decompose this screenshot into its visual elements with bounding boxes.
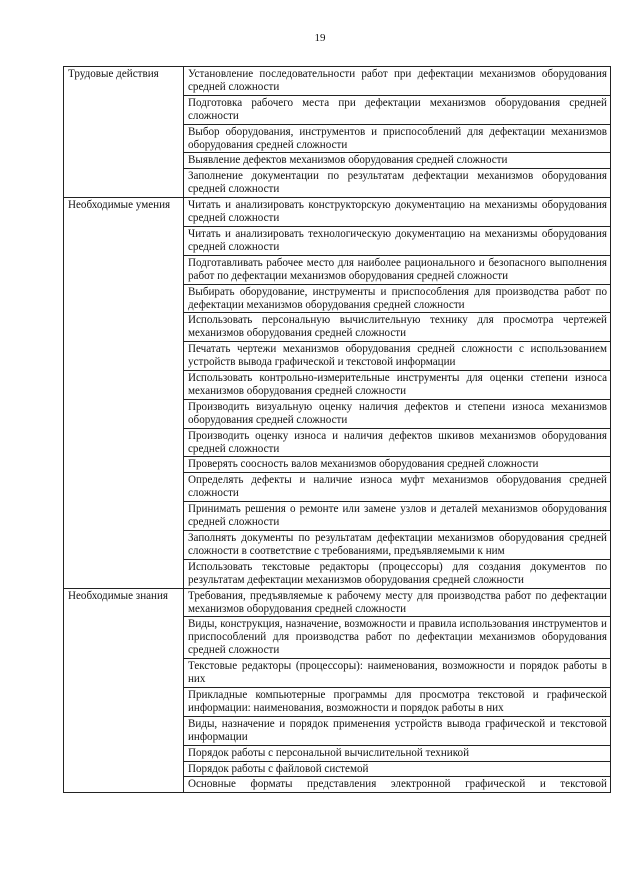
item-cell: Читать и анализировать конструкторскую документацию на механизмы оборудования средней сложности [184,198,611,227]
item-cell: Использовать контрольно-измерительные инструменты для оценки степени износа механизмов оборудования средней сложности [184,371,611,400]
item-cell: Использовать персональную вычислительную технику для просмотра чертежей механизмов оборудования средней сложности [184,313,611,342]
item-cell: Определять дефекты и наличие износа муфт механизмов оборудования средней сложности [184,473,611,502]
item-cell: Прикладные компьютерные программы для просмотра текстовой и графической информации: наименования, возможности и порядок работы в них [184,687,611,716]
item-cell: Требования, предъявляемые к рабочему месту для производства работ по дефектации механизмов оборудования средней сложности [184,588,611,617]
item-cell: Основные форматы представления электронной графической и текстовой [184,777,611,793]
table-row [64,588,611,617]
item-cell: Подготавливать рабочее место для наиболее рационального и безопасного выполнения работ по дефектации механизмов оборудования средней сложности [184,255,611,284]
competency-table [63,66,611,793]
table-row [64,67,611,96]
category-cell: Необходимые умения [64,198,184,588]
item-cell: Использовать текстовые редакторы (процессоры) для создания документов по результатам дефектации механизмов оборудования средней сложности [184,559,611,588]
item-cell: Порядок работы с файловой системой [184,761,611,777]
category-cell: Трудовые действия [64,67,184,198]
category-cell: Необходимые знания [64,588,184,793]
page-number: 19 [314,32,326,44]
item-cell: Производить оценку износа и наличия дефектов шкивов механизмов оборудования средней сложности [184,428,611,457]
item-cell: Подготовка рабочего места при дефектации механизмов оборудования средней сложности [184,95,611,124]
item-cell: Порядок работы с персональной вычислительной техникой [184,745,611,761]
item-cell: Принимать решения о ремонте или замене узлов и деталей механизмов оборудования средней сложности [184,502,611,531]
item-cell: Выбор оборудования, инструментов и приспособлений для дефектации механизмов оборудования средней сложности [184,124,611,153]
item-cell: Выбирать оборудование, инструменты и приспособления для производства работ по дефектации механизмов оборудования средней сложности [184,284,611,313]
item-cell: Читать и анализировать технологическую документацию на механизмы оборудования средней сложности [184,226,611,255]
item-cell: Виды, конструкция, назначение, возможности и правила использования инструментов и приспособлений для производства работ по дефектации механизмов оборудования средней сложности [184,617,611,659]
item-cell: Заполнять документы по результатам дефектации механизмов оборудования средней сложности в соответствие с требованиями, предъявляемыми к ним [184,531,611,560]
item-cell: Текстовые редакторы (процессоры): наименования, возможности и порядок работы в них [184,659,611,688]
item-cell: Проверять соосность валов механизмов оборудования средней сложности [184,457,611,473]
item-cell: Виды, назначение и порядок применения устройств вывода графической и текстовой информации [184,716,611,745]
item-cell: Выявление дефектов механизмов оборудования средней сложности [184,153,611,169]
item-cell: Производить визуальную оценку наличия дефектов и степени износа механизмов оборудования средней сложности [184,399,611,428]
item-cell: Печатать чертежи механизмов оборудования средней сложности с использованием устройств вывода графической и текстовой информации [184,342,611,371]
item-cell: Установление последовательности работ при дефектации механизмов оборудования средней сложности [184,67,611,96]
table-row [64,198,611,227]
item-cell: Заполнение документации по результатам дефектации механизмов оборудования средней сложности [184,169,611,198]
